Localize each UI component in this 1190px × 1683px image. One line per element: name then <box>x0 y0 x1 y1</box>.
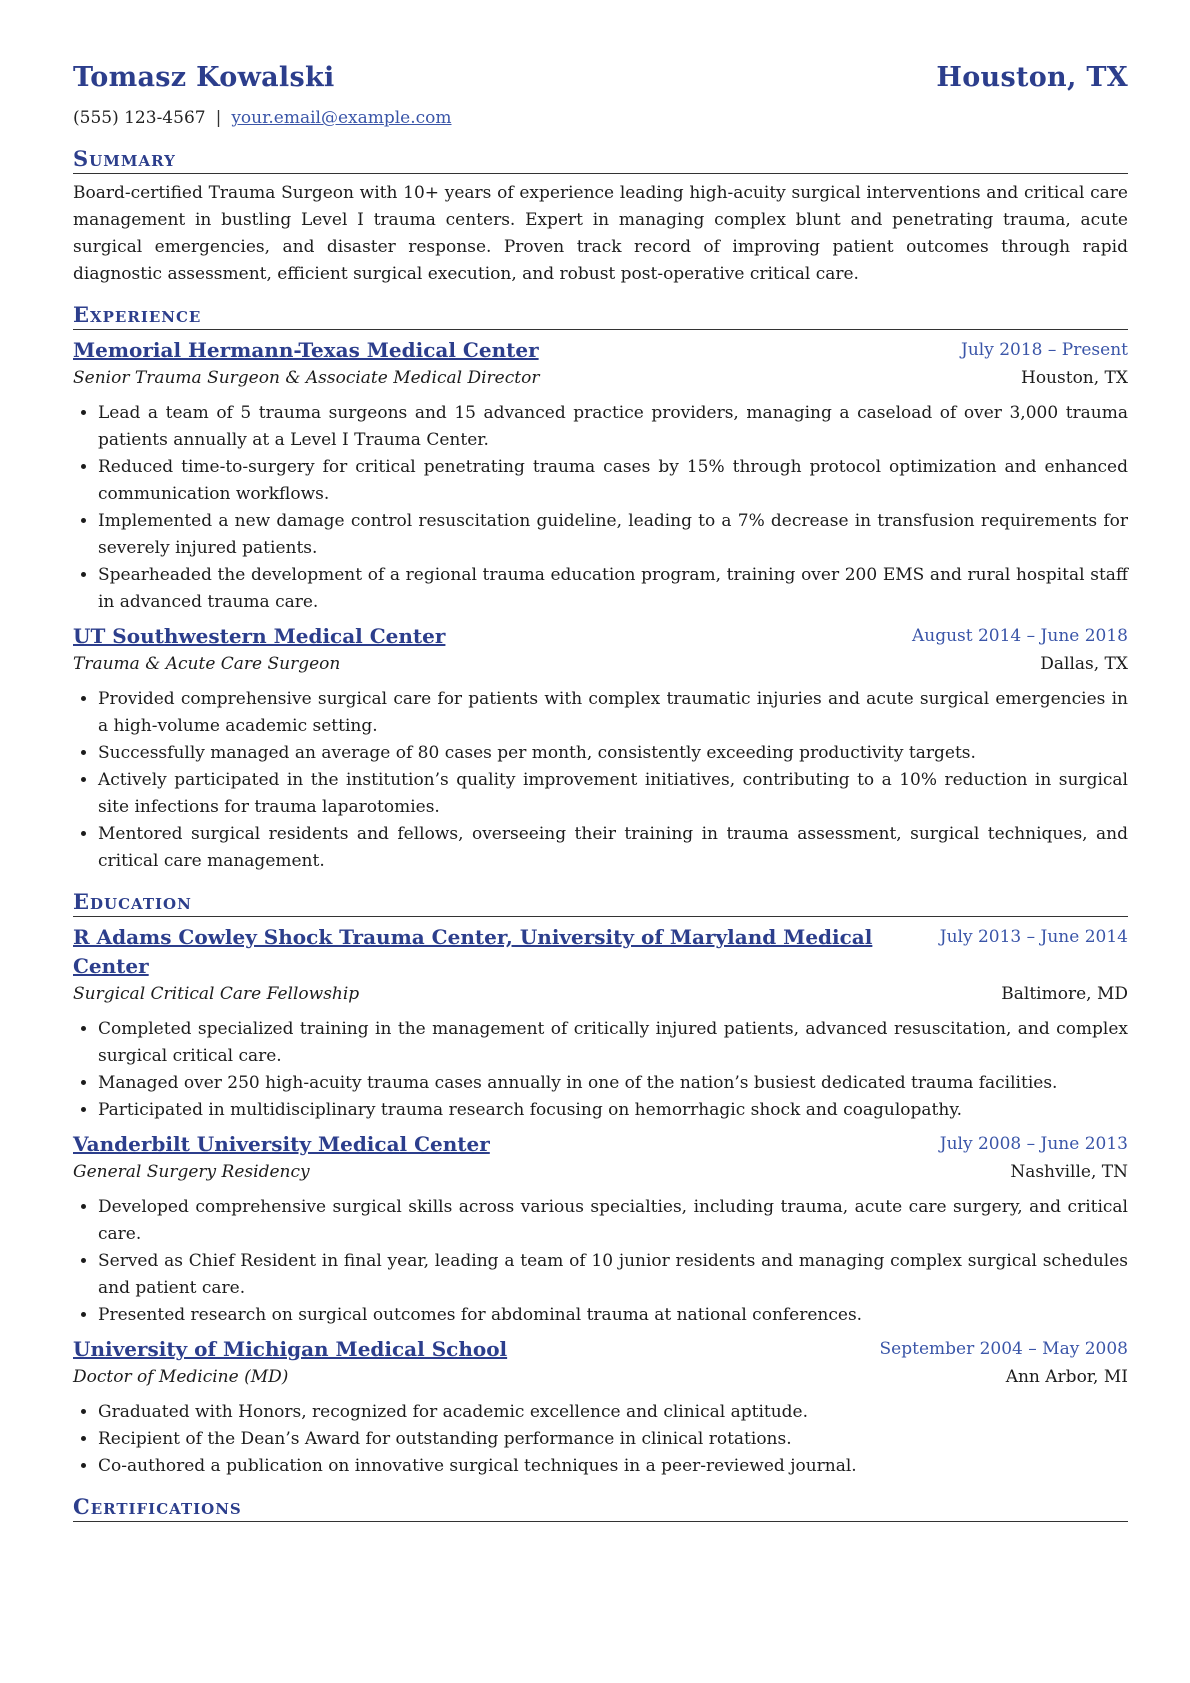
entry-subheader <box>73 365 1128 392</box>
contact-line <box>73 108 1128 132</box>
entry-subheader <box>73 1364 1128 1391</box>
bullet-list <box>73 1016 1128 1124</box>
bullet-item: • Recipient of the Dean’s Award for outstanding performance in clinical rotations. <box>98 1426 1128 1453</box>
bullet-list <box>73 1194 1128 1329</box>
bullet-item: • Graduated with Honors, recognized for academic excellence and clinical aptitude. <box>98 1399 1128 1426</box>
organization-link[interactable]: University of Michigan Medical School <box>73 1337 508 1361</box>
role-title: Trauma & Acute Care Surgeon <box>73 654 341 674</box>
bullet-item: • Co-authored a publication on innovative surgical techniques in a peer-reviewed journal. <box>98 1453 1128 1480</box>
resume-page <box>73 62 1128 1522</box>
date-range: July 2013 – June 2014 <box>939 927 1128 947</box>
bullet-item: • Lead a team of 5 trauma surgeons and 15 advanced practice providers, managing a caseload of over 3,000 trauma patients annually at a Level I Trauma Center. <box>98 400 1128 454</box>
bullet-item: • Developed comprehensive surgical skills across various specialties, including trauma, acute care surgery, and critical care. <box>98 1194 1128 1248</box>
phone-number: (555) 123-4567 <box>73 108 206 128</box>
bullet-item: • Actively participated in the institution’s quality improvement initiatives, contributing to a 10% reduction in surgical site infections for trauma laparotomies. <box>98 767 1128 821</box>
entry-header <box>73 923 1128 981</box>
email-link[interactable]: your.email@example.com <box>231 108 452 128</box>
bullet-item: • Successfully managed an average of 80 cases per month, consistently exceeding productivity targets. <box>98 740 1128 767</box>
bullet-list <box>73 686 1128 875</box>
bullet-item: • Managed over 250 high-acuity trauma cases annually in one of the nation’s busiest dedicated trauma facilities. <box>98 1070 1128 1097</box>
candidate-location: Houston, TX <box>936 62 1128 93</box>
contact-separator: | <box>215 108 222 128</box>
bullet-item: • Completed specialized training in the management of critically injured patients, advanced resuscitation, and complex surgical critical care. <box>98 1016 1128 1070</box>
entry-header <box>73 336 1128 365</box>
entry-location: Dallas, TX <box>1040 654 1128 674</box>
entry-header <box>73 1335 1128 1364</box>
education-entry <box>73 1335 1128 1480</box>
role-title: General Surgery Residency <box>73 1162 310 1182</box>
bullet-item: • Presented research on surgical outcomes for abdominal trauma at national conferences. <box>98 1302 1128 1329</box>
education-list <box>73 923 1128 1480</box>
organization-link[interactable]: Vanderbilt University Medical Center <box>73 1132 490 1156</box>
bullet-list <box>73 400 1128 616</box>
experience-entry <box>73 622 1128 875</box>
bullet-list <box>73 1399 1128 1480</box>
education-entry <box>73 923 1128 1124</box>
date-range: September 2004 – May 2008 <box>879 1339 1128 1359</box>
entry-header <box>73 622 1128 651</box>
role-title: Surgical Critical Care Fellowship <box>73 984 360 1004</box>
bullet-item: • Mentored surgical residents and fellows, overseeing their training in trauma assessment, surgical techniques, and critical care management. <box>98 821 1128 875</box>
date-range: July 2018 – Present <box>961 340 1128 360</box>
education-heading: Education <box>73 889 1128 917</box>
resume-header <box>73 62 1128 102</box>
date-range: July 2008 – June 2013 <box>939 1134 1128 1154</box>
certifications-heading: Certifications <box>73 1494 1128 1522</box>
role-title: Doctor of Medicine (MD) <box>73 1367 289 1387</box>
entry-location: Baltimore, MD <box>1001 984 1128 1004</box>
organization-link[interactable]: R Adams Cowley Shock Trauma Center, University of Maryland Medical Center <box>73 925 873 978</box>
summary-paragraph: Board-certified Trauma Surgeon with 10+ years of experience leading high-acuity surgical interventions and critical care management in bustling Level I trauma centers. Expert in managing complex blunt and penetrating trauma, acute surgical emergencies, and disaster response. Proven track record of improving patient outcomes through rapid diagnostic assessment, efficient surgical execution, and robust post-operative critical care. <box>73 183 1128 284</box>
bullet-item: • Served as Chief Resident in final year, leading a team of 10 junior residents and managing complex surgical schedules and patient care. <box>98 1248 1128 1302</box>
organization-link[interactable]: UT Southwestern Medical Center <box>73 624 446 648</box>
entry-subheader <box>73 1159 1128 1186</box>
experience-heading: Experience <box>73 302 1128 330</box>
entry-location: Ann Arbor, MI <box>1005 1367 1128 1387</box>
entry-location: Houston, TX <box>1021 368 1128 388</box>
bullet-item: • Implemented a new damage control resuscitation guideline, leading to a 7% decrease in transfusion requirements for severely injured patients. <box>98 508 1128 562</box>
candidate-name: Tomasz Kowalski <box>73 62 335 93</box>
entry-subheader <box>73 981 1128 1008</box>
date-range: August 2014 – June 2018 <box>911 626 1128 646</box>
entry-location: Nashville, TN <box>1010 1162 1128 1182</box>
experience-list <box>73 336 1128 875</box>
bullet-item: • Spearheaded the development of a regional trauma education program, training over 200 EMS and rural hospital staff in advanced trauma care. <box>98 562 1128 616</box>
bullet-item: • Participated in multidisciplinary trauma research focusing on hemorrhagic shock and coagulopathy. <box>98 1097 1128 1124</box>
entry-header <box>73 1130 1128 1159</box>
bullet-item: • Reduced time-to-surgery for critical penetrating trauma cases by 15% through protocol optimization and enhanced communication workflows. <box>98 454 1128 508</box>
role-title: Senior Trauma Surgeon & Associate Medical Director <box>73 368 540 388</box>
education-entry <box>73 1130 1128 1329</box>
bullet-item: • Provided comprehensive surgical care for patients with complex traumatic injuries and acute surgical emergencies in a high-volume academic setting. <box>98 686 1128 740</box>
experience-entry <box>73 336 1128 616</box>
entry-subheader <box>73 651 1128 678</box>
summary-heading: Summary <box>73 146 1128 174</box>
organization-link[interactable]: Memorial Hermann-Texas Medical Center <box>73 338 539 362</box>
